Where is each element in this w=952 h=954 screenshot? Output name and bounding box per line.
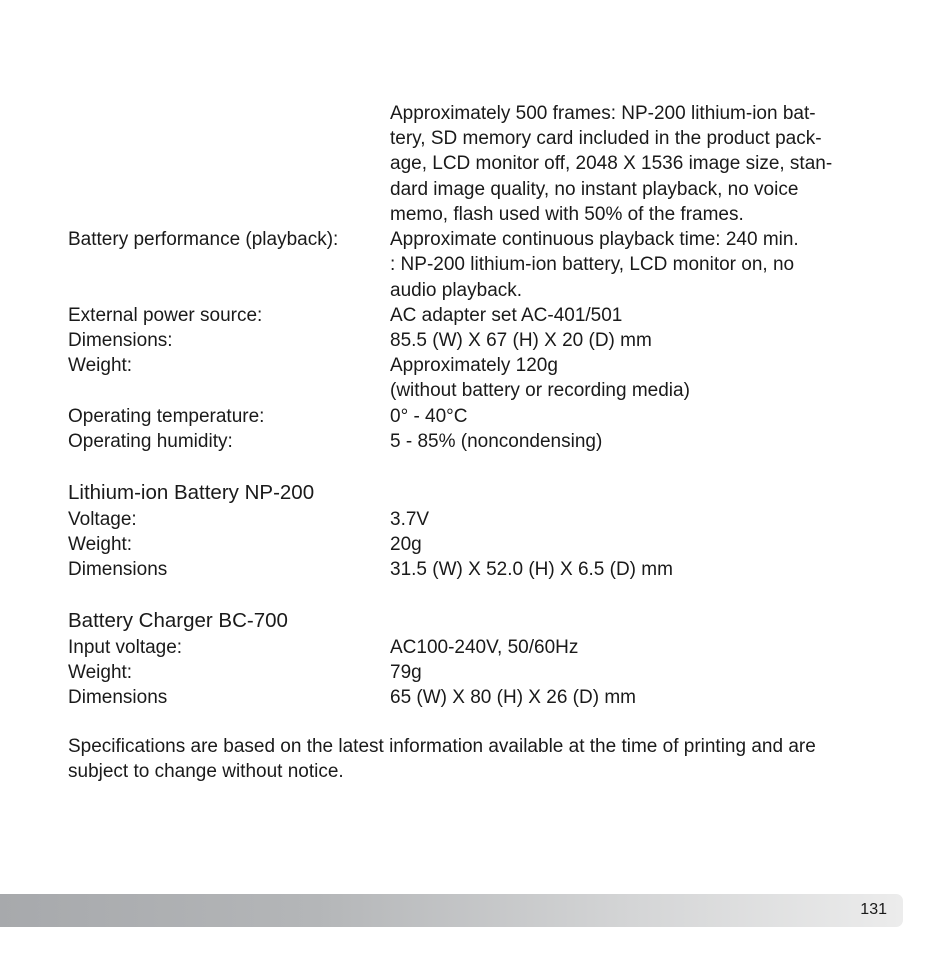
camera-weight-value-line-2: (without battery or recording media)	[390, 380, 690, 401]
recording-performance-line-1: Approximately 500 frames: NP-200 lithium-ion bat-	[390, 103, 816, 124]
camera-weight-label: Weight:	[68, 355, 133, 376]
camera-dimensions-value: 85.5 (W) X 67 (H) X 20 (D) mm	[390, 330, 652, 351]
charger-dimensions-value: 65 (W) X 80 (H) X 26 (D) mm	[390, 687, 636, 708]
battery-voltage-value: 3.7V	[390, 509, 430, 530]
operating-temperature-label: Operating temperature:	[68, 406, 265, 427]
recording-performance-line-4: dard image quality, no instant playback, no voice	[390, 179, 799, 200]
recording-performance-line-5: memo, flash used with 50% of the frames.	[390, 204, 744, 225]
playback-performance-line-3: audio playback.	[390, 280, 523, 301]
charger-input-label: Input voltage:	[68, 637, 183, 658]
operating-humidity-value: 5 - 85% (noncondensing)	[390, 431, 603, 452]
charger-weight-value: 79g	[390, 662, 422, 683]
charger-input-value: AC100-240V, 50/60Hz	[390, 637, 579, 658]
playback-performance-label: Battery performance (playback):	[68, 229, 339, 250]
power-source-label: External power source:	[68, 305, 263, 326]
operating-humidity-label: Operating humidity:	[68, 431, 233, 452]
footer-bar	[0, 894, 903, 927]
recording-performance-line-3: age, LCD monitor off, 2048 X 1536 image size, stan-	[390, 153, 833, 174]
battery-dimensions-label: Dimensions	[68, 559, 168, 580]
specs-note-line-1: Specifications are based on the latest information available at the time of printing and are	[68, 736, 816, 757]
charger-weight-label: Weight:	[68, 662, 133, 683]
specs-note-line-2: subject to change without notice.	[68, 761, 344, 782]
power-source-value: AC adapter set AC-401/501	[390, 305, 623, 326]
camera-weight-value-line-1: Approximately 120g	[390, 355, 558, 376]
page-number: 131	[860, 901, 887, 918]
battery-weight-value: 20g	[390, 534, 422, 555]
charger-dimensions-label: Dimensions	[68, 687, 168, 708]
playback-performance-line-1: Approximate continuous playback time: 240 min.	[390, 229, 799, 250]
battery-voltage-label: Voltage:	[68, 509, 137, 530]
battery-dimensions-value: 31.5 (W) X 52.0 (H) X 6.5 (D) mm	[390, 559, 673, 580]
playback-performance-line-2: : NP-200 lithium-ion battery, LCD monitor on, no	[390, 254, 795, 275]
battery-section-heading: Lithium-ion Battery NP-200	[68, 481, 315, 504]
operating-temperature-value: 0° - 40°C	[390, 406, 468, 427]
charger-section-heading: Battery Charger BC-700	[68, 609, 288, 632]
battery-weight-label: Weight:	[68, 534, 133, 555]
recording-performance-line-2: tery, SD memory card included in the product pack-	[390, 128, 822, 149]
camera-dimensions-label: Dimensions:	[68, 330, 173, 351]
